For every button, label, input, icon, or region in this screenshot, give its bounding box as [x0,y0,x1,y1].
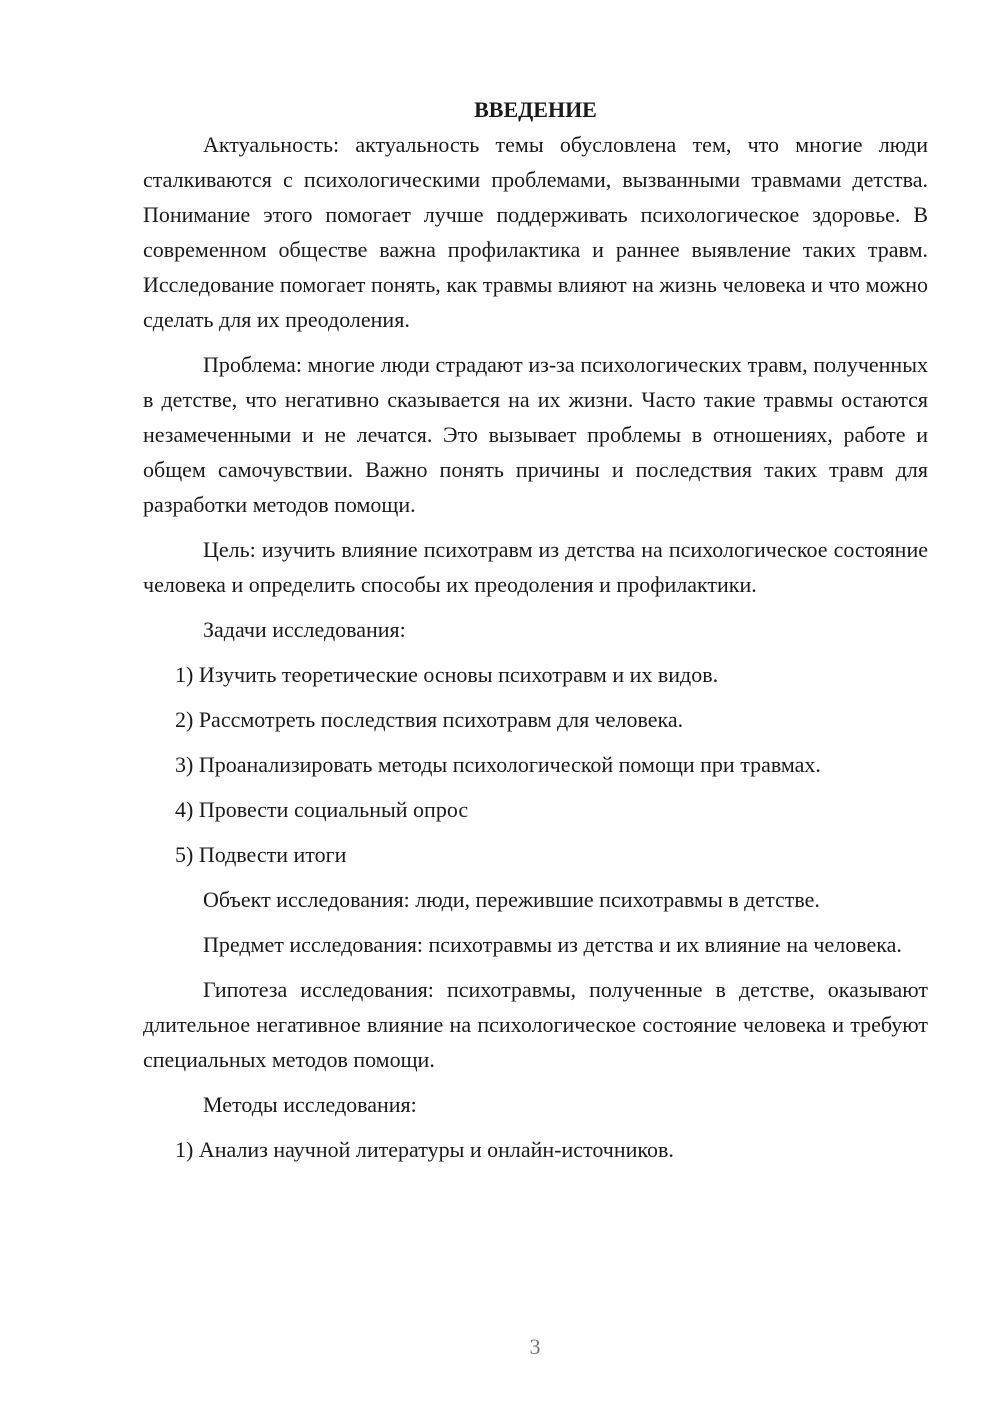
relevance-paragraph: Актуальность: актуальность темы обусловлена тем, что многие люди сталкиваются с психологическими проблемами, вызванными травмами детства. Понимание этого помогает лучше поддерживать психологическое здоровье. В современном обществе важна профилактика и раннее выявление таких травм. Исследование помогает понять, как травмы влияют на жизнь человека и что можно сделать для их преодоления. [143,132,928,332]
document-page [143,92,928,1177]
methods-heading: Методы исследования: [203,1092,417,1117]
object-line: Объект исследования: люди, пережившие психотравмы в детстве. [203,887,820,912]
subject-paragraph: Предмет исследования: психотравмы из детства и их влияние на человека. [203,932,902,957]
problem-paragraph: Проблема: многие люди страдают из-за психологических травм, полученных в детстве, что негативно сказывается на их жизни. Часто такие травмы остаются незамеченными и не лечатся. Это вызывает проблемы в отношениях, работе и общем самочувствии. Важно понять причины и последствия таких травм для разработки методов помощи. [143,352,928,517]
task-item: 5) Подвести итоги [175,842,347,867]
task-item: 3) Проанализировать методы психологической помощи при травмах. [175,752,821,777]
page-number: 3 [529,1334,541,1359]
task-item: 4) Провести социальный опрос [175,797,469,822]
method-item: 1) Анализ научной литературы и онлайн-источников. [175,1137,674,1162]
section-title: ВВЕДЕНИЕ [474,97,597,122]
hypothesis-paragraph: Гипотеза исследования: психотравмы, полученные в детстве, оказывают длительное негативное влияние на психологическое состояние человека и требуют специальных методов помощи. [143,977,928,1072]
task-item: 1) Изучить теоретические основы психотравм и их видов. [175,662,719,687]
tasks-heading: Задачи исследования: [203,617,406,642]
task-item: 2) Рассмотреть последствия психотравм для человека. [175,707,684,732]
goal-paragraph: Цель: изучить влияние психотравм из детства на психологическое состояние человека и определить способы их преодоления и профилактики. [143,537,928,597]
